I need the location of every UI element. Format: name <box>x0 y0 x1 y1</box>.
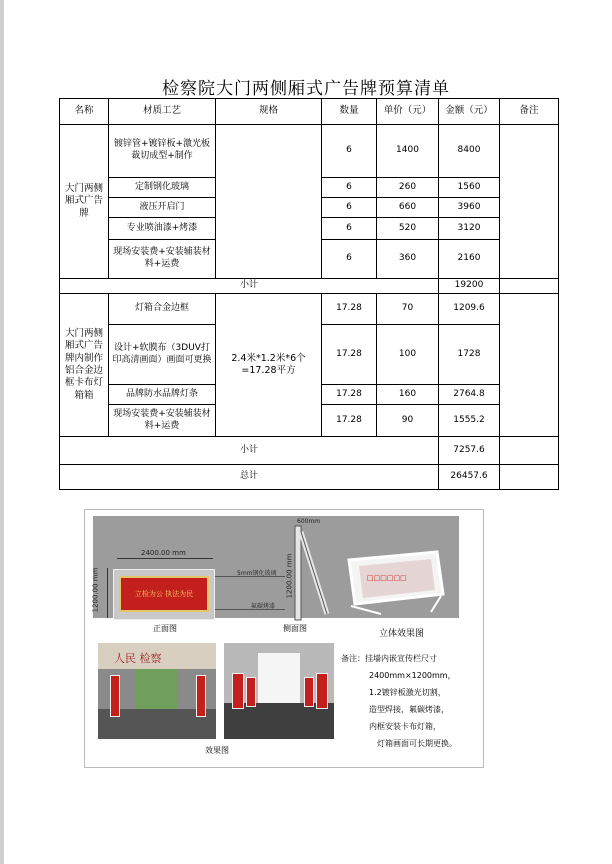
subtotal-row <box>60 437 559 465</box>
subtotal-label: 小计 <box>60 279 439 294</box>
subtotal-label: 小计 <box>60 437 439 465</box>
side-height-dimension: 1200.00 mm <box>285 553 294 599</box>
note-line: 造型焊接，氟碳烤漆， <box>369 705 449 714</box>
note-line: 灯箱画面可长期更换。 <box>377 739 457 748</box>
qty-cell: 17.28 <box>322 325 377 385</box>
effect-photo-label: 效果图 <box>205 746 229 755</box>
glass-note: 5mm钢化玻璃 <box>237 570 277 577</box>
effect-photo-2 <box>224 643 334 739</box>
effect-photo-1 <box>98 643 216 739</box>
header-cell: 备注 <box>500 99 559 125</box>
amount-cell: 2160 <box>439 240 500 279</box>
subtotal-row <box>60 279 559 294</box>
amount-cell: 1728 <box>439 325 500 385</box>
price-cell: 100 <box>377 325 439 385</box>
material-cell: 设计+软膜布（3DUV打印高清画面）画面可更换 <box>109 325 216 385</box>
qty-cell: 6 <box>322 125 377 178</box>
design-figure <box>84 509 484 768</box>
qty-cell: 17.28 <box>322 405 377 437</box>
qty-cell: 17.28 <box>322 385 377 405</box>
spec-cell: 2.4米*1.2米*6个=17.28平方 <box>216 294 322 437</box>
material-cell: 品牌防水品牌灯条 <box>109 385 216 405</box>
width-dimension: 2400.00 mm <box>141 549 186 557</box>
photo-board <box>304 677 314 707</box>
remark-cell <box>500 465 559 490</box>
note-line: 1.2镀锌板激光切割， <box>369 688 446 697</box>
price-cell: 90 <box>377 405 439 437</box>
qty-cell: 6 <box>322 178 377 198</box>
price-cell: 360 <box>377 240 439 279</box>
page-edge <box>0 0 4 864</box>
amount-cell: 3960 <box>439 198 500 218</box>
item-name-cell: 大门两侧厢式广告牌内制作铝合金边框卡布灯箱箱 <box>60 294 109 437</box>
note-line: 内框安装卡布灯箱， <box>369 722 441 731</box>
document-title: 检察院大门两侧厢式广告牌预算清单 <box>162 79 450 99</box>
material-cell: 专业喷油漆+烤漆 <box>109 218 216 240</box>
price-cell: 1400 <box>377 125 439 178</box>
item-name-cell: 大门两侧厢式广告牌 <box>60 125 109 279</box>
qty-cell: 6 <box>322 218 377 240</box>
qty-cell: 17.28 <box>322 294 377 325</box>
amount-cell: 1560 <box>439 178 500 198</box>
tunnel-light <box>258 653 300 703</box>
table-header-row <box>60 99 559 125</box>
width-dimension-line <box>117 558 213 559</box>
panel-slogan: 立检为公 执法为民 <box>134 590 194 598</box>
material-cell: 定制钢化玻璃 <box>109 178 216 198</box>
material-cell: 现场安装费+安装辅装材料+运费 <box>109 405 216 437</box>
header-cell: 数量 <box>322 99 377 125</box>
depth-dimension: 600mm <box>297 518 321 525</box>
header-cell: 名称 <box>60 99 109 125</box>
subtotal-value: 7257.6 <box>439 437 500 465</box>
paint-note: 氟碳烤漆 <box>251 603 276 610</box>
qty-cell: 6 <box>322 240 377 279</box>
note-line: 2400mm×1200mm， <box>369 671 456 680</box>
remark-note <box>341 650 481 752</box>
header-cell: 材质工艺 <box>109 99 216 125</box>
table-row <box>60 294 559 325</box>
subtotal-value: 19200 <box>439 279 500 294</box>
photo-trees <box>136 669 178 709</box>
photo-board <box>232 673 244 709</box>
side-view-label: 侧面图 <box>283 624 307 633</box>
price-cell: 70 <box>377 294 439 325</box>
gate-sign: 人民 检察 <box>114 652 162 665</box>
photo-board <box>110 675 120 717</box>
height-dimension-line <box>107 568 108 618</box>
3d-view-label: 立体效果图 <box>379 629 425 639</box>
budget-table <box>59 98 559 490</box>
table-row <box>60 125 559 178</box>
remark-cell <box>500 294 559 437</box>
material-cell: 镀锌管+镀锌板+激光板裁切成型+制作 <box>109 125 216 178</box>
spec-cell <box>216 125 322 279</box>
qty-cell: 6 <box>322 198 377 218</box>
photo-board <box>246 677 256 707</box>
total-value: 26457.6 <box>439 465 500 490</box>
amount-cell: 1555.2 <box>439 405 500 437</box>
front-view-label: 正面图 <box>153 624 177 633</box>
front-view-panel <box>113 569 215 620</box>
price-cell: 520 <box>377 218 439 240</box>
photo-board <box>316 673 328 709</box>
material-cell: 现场安装费+安装辅装材料+运费 <box>109 240 216 279</box>
photo-board <box>196 675 206 717</box>
price-cell: 160 <box>377 385 439 405</box>
remark-cell <box>500 437 559 465</box>
price-cell: 660 <box>377 198 439 218</box>
amount-cell: 3120 <box>439 218 500 240</box>
amount-cell: 2764.8 <box>439 385 500 405</box>
remark-cell <box>500 279 559 294</box>
amount-cell: 8400 <box>439 125 500 178</box>
header-cell: 规格 <box>216 99 322 125</box>
total-label: 总计 <box>60 465 439 490</box>
remark-cell <box>500 125 559 279</box>
3d-view-text: □□□□□□ <box>367 574 407 582</box>
side-view-profile <box>289 524 333 624</box>
header-cell: 金额（元） <box>439 99 500 125</box>
panel-graphic <box>119 576 209 612</box>
amount-cell: 1209.6 <box>439 294 500 325</box>
note-line: 备注：挂墙内嵌宣传栏尺寸 <box>341 654 437 663</box>
3d-view-illustration <box>341 546 451 616</box>
height-dimension: 1200.00 mm <box>91 567 100 613</box>
header-cell: 单价（元） <box>377 99 439 125</box>
material-cell: 灯箱合金边框 <box>109 294 216 325</box>
material-cell: 液压开启门 <box>109 198 216 218</box>
total-row <box>60 465 559 490</box>
price-cell: 260 <box>377 178 439 198</box>
